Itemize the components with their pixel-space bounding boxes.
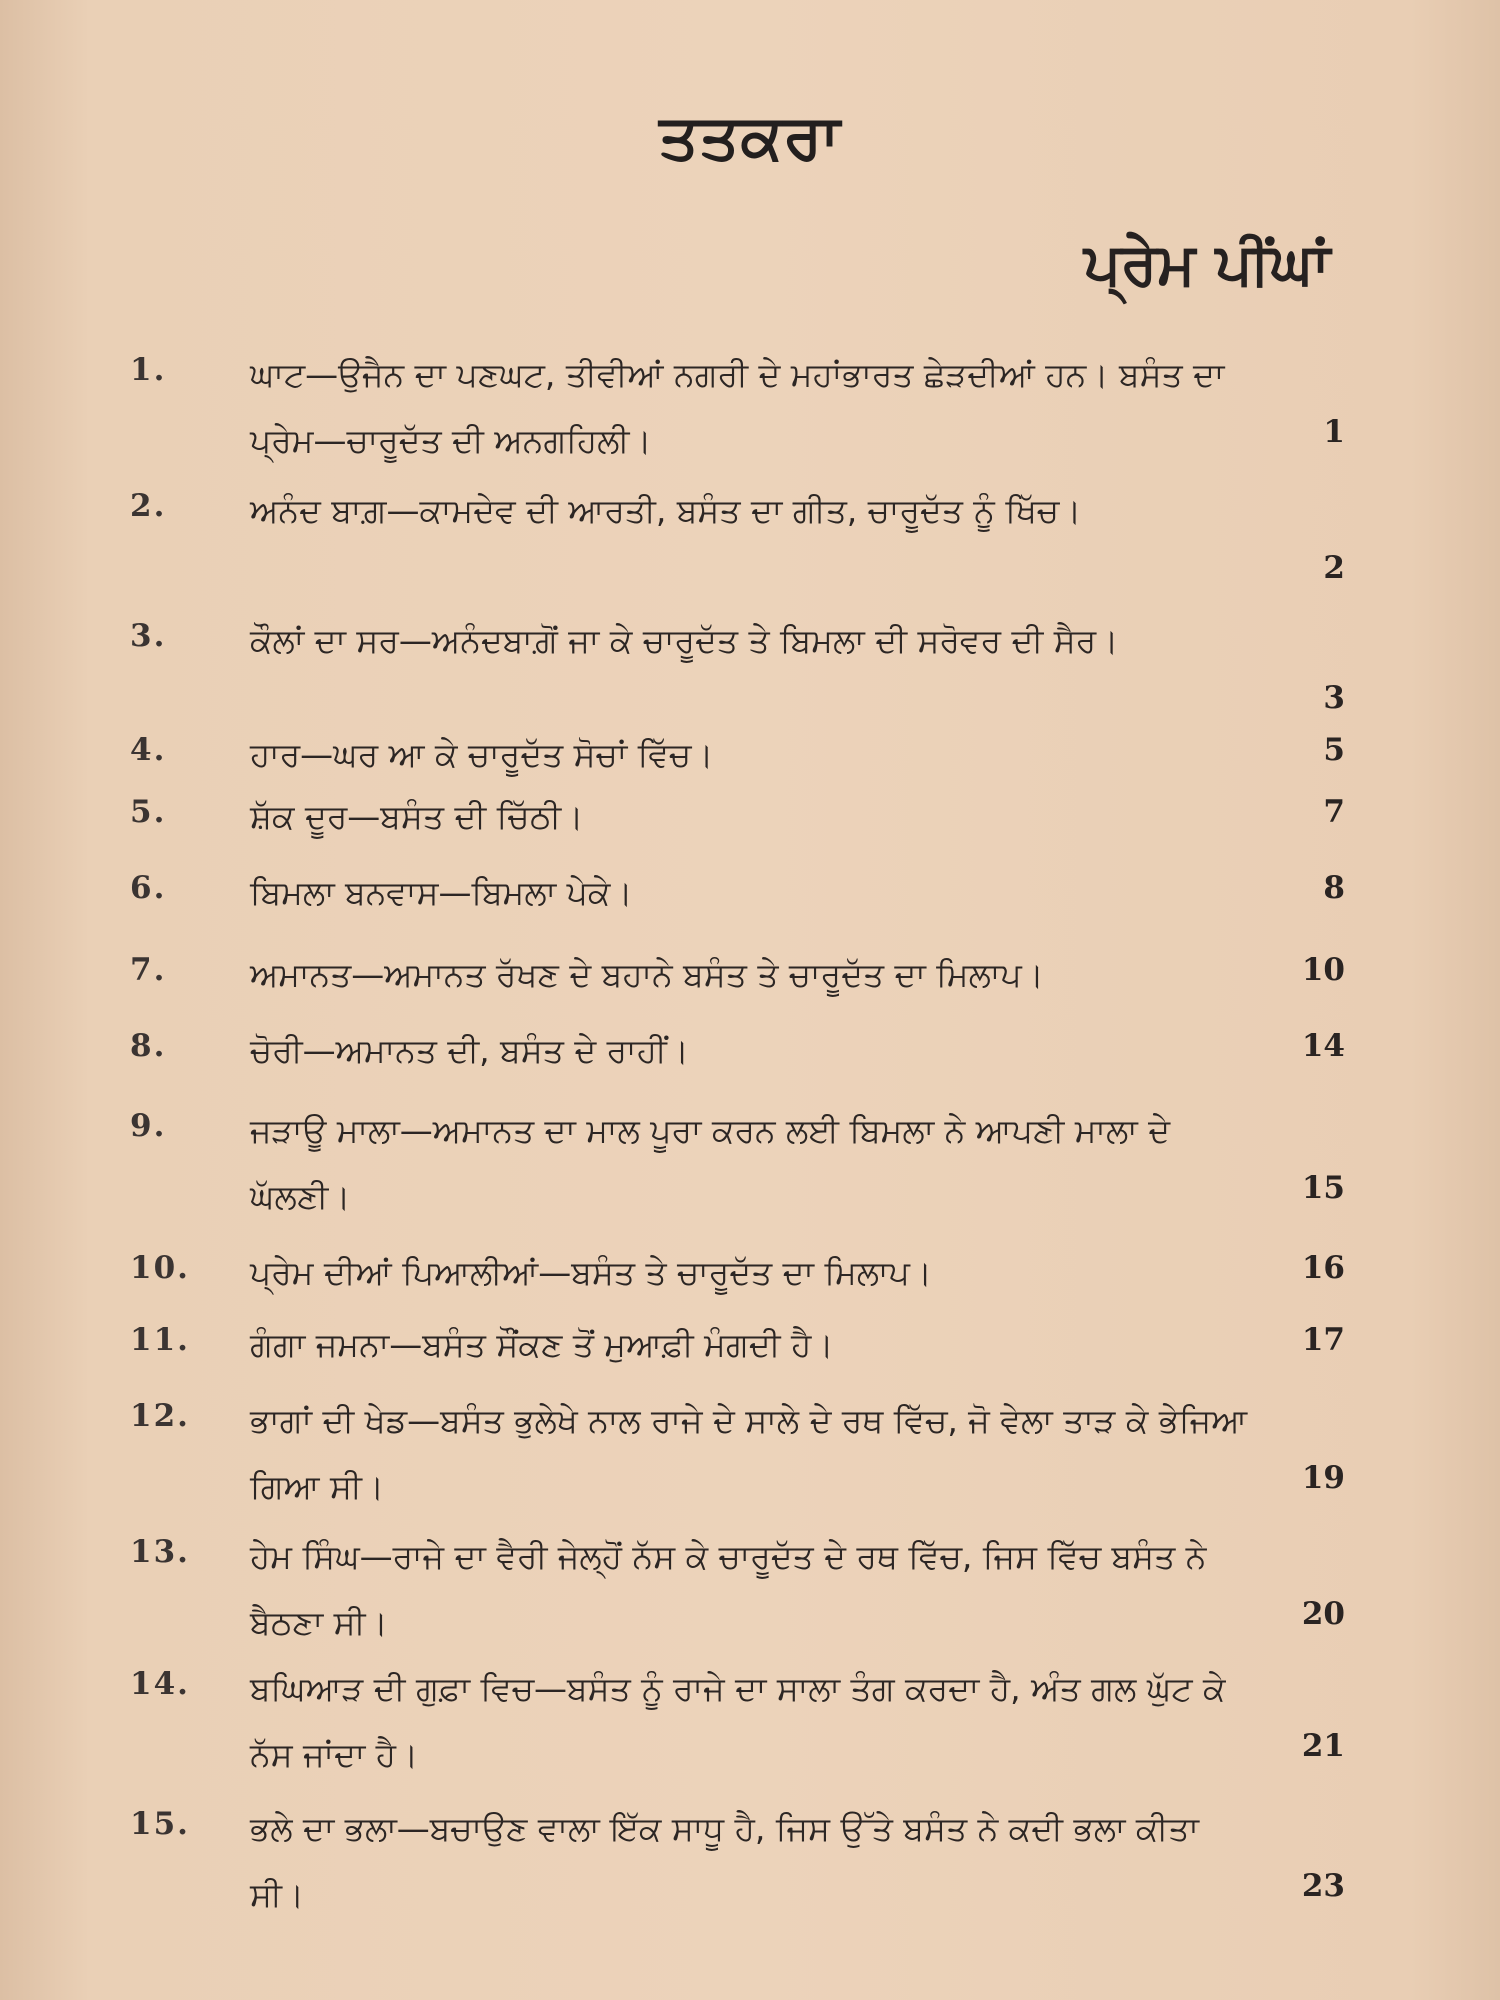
entry-number: 1.	[130, 352, 167, 388]
entry-number: 15.	[130, 1806, 190, 1842]
entry-number: 8.	[130, 1028, 167, 1064]
entry-number: 14.	[130, 1666, 190, 1702]
entry-page-number: 10	[1301, 952, 1345, 988]
entry-number: 9.	[130, 1108, 167, 1144]
entry-page-number: 23	[1301, 1868, 1345, 1904]
entry-number: 4.	[130, 732, 167, 768]
entry-number: 3.	[130, 618, 167, 654]
entry-text: ਘਾਟ—ਉਜੈਨ ਦਾ ਪਣਘਟ, ਤੀਵੀਆਂ ਨਗਰੀ ਦੇ ਮਹਾਂਭਾਰਤ ਛੇੜਦੀਆਂ ਹਨ। ਬਸੰਤ ਦਾ ਪ੍ਰੇਮ—ਚਾਰੂਦੱਤ ਦੀ ਅਨਗਹਿਲੀ।	[250, 355, 1225, 460]
entry-page-number: 8	[1323, 870, 1345, 906]
entry-text: ਬਿਮਲਾ ਬਨਵਾਸ—ਬਿਮਲਾ ਪੇਕੇ।	[250, 873, 633, 912]
section-title: ਪ੍ਰੇਮ ਪੀਂਘਾਂ	[1083, 230, 1330, 298]
entry-number: 5.	[130, 794, 167, 830]
entry-page-number: 20	[1301, 1596, 1345, 1632]
entry-page-number: 14	[1301, 1028, 1345, 1064]
entry-page-number: 2	[1323, 550, 1345, 586]
entry-text: ਭਾਗਾਂ ਦੀ ਖੇਡ—ਬਸੰਤ ਭੁਲੇਖੇ ਨਾਲ ਰਾਜੇ ਦੇ ਸਾਲੇ ਦੇ ਰਥ ਵਿੱਚ, ਜੋ ਵੇਲਾ ਤਾੜ ਕੇ ਭੇਜਿਆ ਗਿਆ ਸੀ।	[250, 1401, 1248, 1506]
entry-page-number: 5	[1323, 732, 1345, 768]
entry-number: 6.	[130, 870, 167, 906]
entry-page-number: 7	[1323, 794, 1345, 830]
entry-page-number: 21	[1301, 1728, 1345, 1764]
entry-page-number: 3	[1323, 680, 1345, 716]
page-heading: ਤਤਕਰਾ	[659, 100, 841, 173]
entry-text: ਅਨੰਦ ਬਾਗ਼—ਕਾਮਦੇਵ ਦੀ ਆਰਤੀ, ਬਸੰਤ ਦਾ ਗੀਤ, ਚਾਰੂਦੱਤ ਨੂੰ ਖਿੱਚ।	[250, 491, 1082, 530]
entry-text: ਭਲੇ ਦਾ ਭਲਾ—ਬਚਾਉਣ ਵਾਲਾ ਇੱਕ ਸਾਧੂ ਹੈ, ਜਿਸ ਉੱਤੇ ਬਸੰਤ ਨੇ ਕਦੀ ਭਲਾ ਕੀਤਾ ਸੀ।	[250, 1809, 1199, 1914]
entry-page-number: 16	[1301, 1250, 1345, 1286]
entry-text: ਬਘਿਆੜ ਦੀ ਗੁਫ਼ਾ ਵਿਚ—ਬਸੰਤ ਨੂੰ ਰਾਜੇ ਦਾ ਸਾਲਾ ਤੰਗ ਕਰਦਾ ਹੈ, ਅੰਤ ਗਲ ਘੁੱਟ ਕੇ ਨੱਸ ਜਾਂਦਾ ਹੈ।	[250, 1669, 1226, 1774]
entry-number: 13.	[130, 1534, 190, 1570]
entry-text: ਜੜਾਊ ਮਾਲਾ—ਅਮਾਨਤ ਦਾ ਮਾਲ ਪੂਰਾ ਕਰਨ ਲਈ ਬਿਮਲਾ ਨੇ ਆਪਣੀ ਮਾਲਾ ਦੇ ਘੱਲਣੀ।	[250, 1111, 1171, 1216]
entry-text: ਸ਼ੱਕ ਦੂਰ—ਬਸੰਤ ਦੀ ਚਿੱਠੀ।	[250, 797, 584, 836]
entry-text: ਕੌਲਾਂ ਦਾ ਸਰ—ਅਨੰਦਬਾਗ਼ੋਂ ਜਾ ਕੇ ਚਾਰੂਦੱਤ ਤੇ ਬਿਮਲਾ ਦੀ ਸਰੋਵਰ ਦੀ ਸੈਰ।	[250, 621, 1119, 660]
entry-page-number: 1	[1323, 414, 1345, 450]
entry-number: 7.	[130, 952, 167, 988]
entry-number: 12.	[130, 1398, 190, 1434]
entry-text: ਹਾਰ—ਘਰ ਆ ਕੇ ਚਾਰੂਦੱਤ ਸੋਚਾਂ ਵਿੱਚ।	[250, 735, 714, 774]
entry-text: ਚੋਰੀ—ਅਮਾਨਤ ਦੀ, ਬਸੰਤ ਦੇ ਰਾਹੀਂ।	[250, 1031, 690, 1070]
entry-text: ਅਮਾਨਤ—ਅਮਾਨਤ ਰੱਖਣ ਦੇ ਬਹਾਨੇ ਬਸੰਤ ਤੇ ਚਾਰੂਦੱਤ ਦਾ ਮਿਲਾਪ।	[250, 955, 1044, 994]
entry-page-number: 17	[1301, 1322, 1345, 1358]
entry-page-number: 15	[1301, 1170, 1345, 1206]
entry-number: 2.	[130, 488, 167, 524]
entry-number: 11.	[130, 1322, 190, 1358]
entry-text: ਹੇਮ ਸਿੰਘ—ਰਾਜੇ ਦਾ ਵੈਰੀ ਜੇਲ੍ਹੋਂ ਨੱਸ ਕੇ ਚਾਰੂਦੱਤ ਦੇ ਰਥ ਵਿੱਚ, ਜਿਸ ਵਿੱਚ ਬਸੰਤ ਨੇ ਬੈਠਣਾ ਸੀ।	[250, 1537, 1207, 1642]
entry-number: 10.	[130, 1250, 190, 1286]
entry-text: ਪ੍ਰੇਮ ਦੀਆਂ ਪਿਆਲੀਆਂ—ਬਸੰਤ ਤੇ ਚਾਰੂਦੱਤ ਦਾ ਮਿਲਾਪ।	[250, 1253, 933, 1292]
entry-page-number: 19	[1301, 1460, 1345, 1496]
entry-text: ਗੰਗਾ ਜਮਨਾ—ਬਸੰਤ ਸੌਂਕਣ ਤੋਂ ਮੁਆਫ਼ੀ ਮੰਗਦੀ ਹੈ।	[250, 1325, 834, 1364]
